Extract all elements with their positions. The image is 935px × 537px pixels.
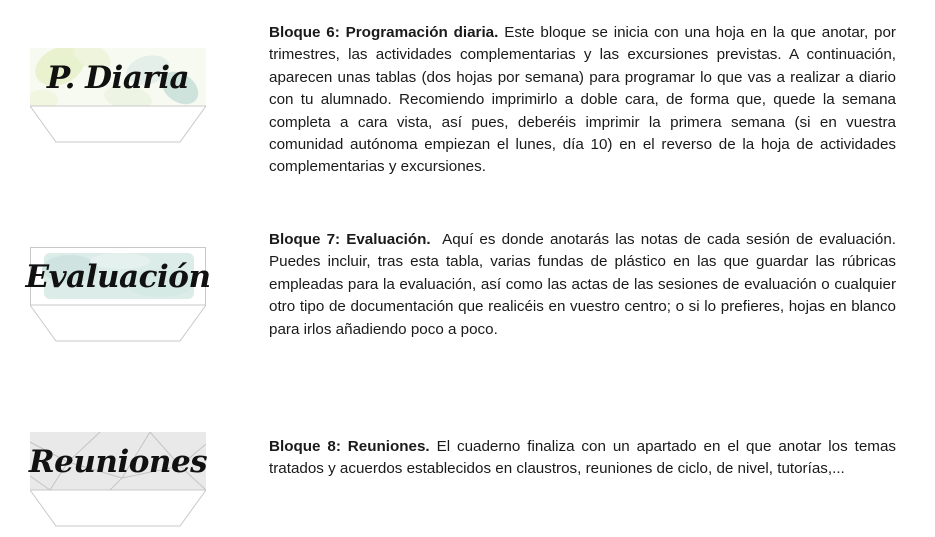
block-6-body: Este bloque se inicia con una hoja en la que anotar, por trimestres, las actividades complementarias y las excursiones previstas. A continuación, aparecen unas tablas (dos hojas por semana) para programar lo que vas a realizar a diario con tu alumnado. Recomiendo imprimirlo a doble cara, de forma que, quede la semana completa a cara vista, así pues, deberéis imprimir la primera semana (si en vuestra comunidad autónoma empiezan el lunes, día 10) en el reverso de la hoja de actividades complementarias y excursiones. — [269, 24, 896, 176]
block-7-paragraph — [269, 229, 896, 341]
tab-label: Evaluación — [25, 259, 211, 295]
tab-p-diaria — [30, 48, 206, 144]
tab-evaluacion — [25, 247, 211, 343]
tab-reuniones — [30, 432, 206, 528]
block-8-heading: Bloque 8: Reuniones. — [269, 438, 430, 455]
block-7-heading: Bloque 7: Evaluación. — [269, 231, 431, 248]
block-6-paragraph — [269, 22, 896, 179]
block-8-paragraph — [269, 436, 896, 481]
tab-label: Reuniones — [28, 444, 208, 480]
block-7-body: Aquí es donde anotarás las notas de cada sesión de evaluación. Puedes incluir, tras esta tabla, varias fundas de plástico en las que guardar las rúbricas empleadas para la evaluación, así como las actas de las sesiones de evaluación o cualquier otro tipo de documentación que realicéis en vuestro centro; o si lo prefieres, hojas en blanco para irlos añadiendo poco a poco. — [269, 231, 896, 338]
tab-label: P. Diaria — [46, 60, 190, 96]
block-8-body: El cuaderno finaliza con un apartado en el que anotar los temas tratados y acuerdos establecidos en claustros, reuniones de ciclo, de nivel, tutorías,... — [269, 438, 896, 478]
block-6-heading: Bloque 6: Programación diaria. — [269, 24, 499, 41]
